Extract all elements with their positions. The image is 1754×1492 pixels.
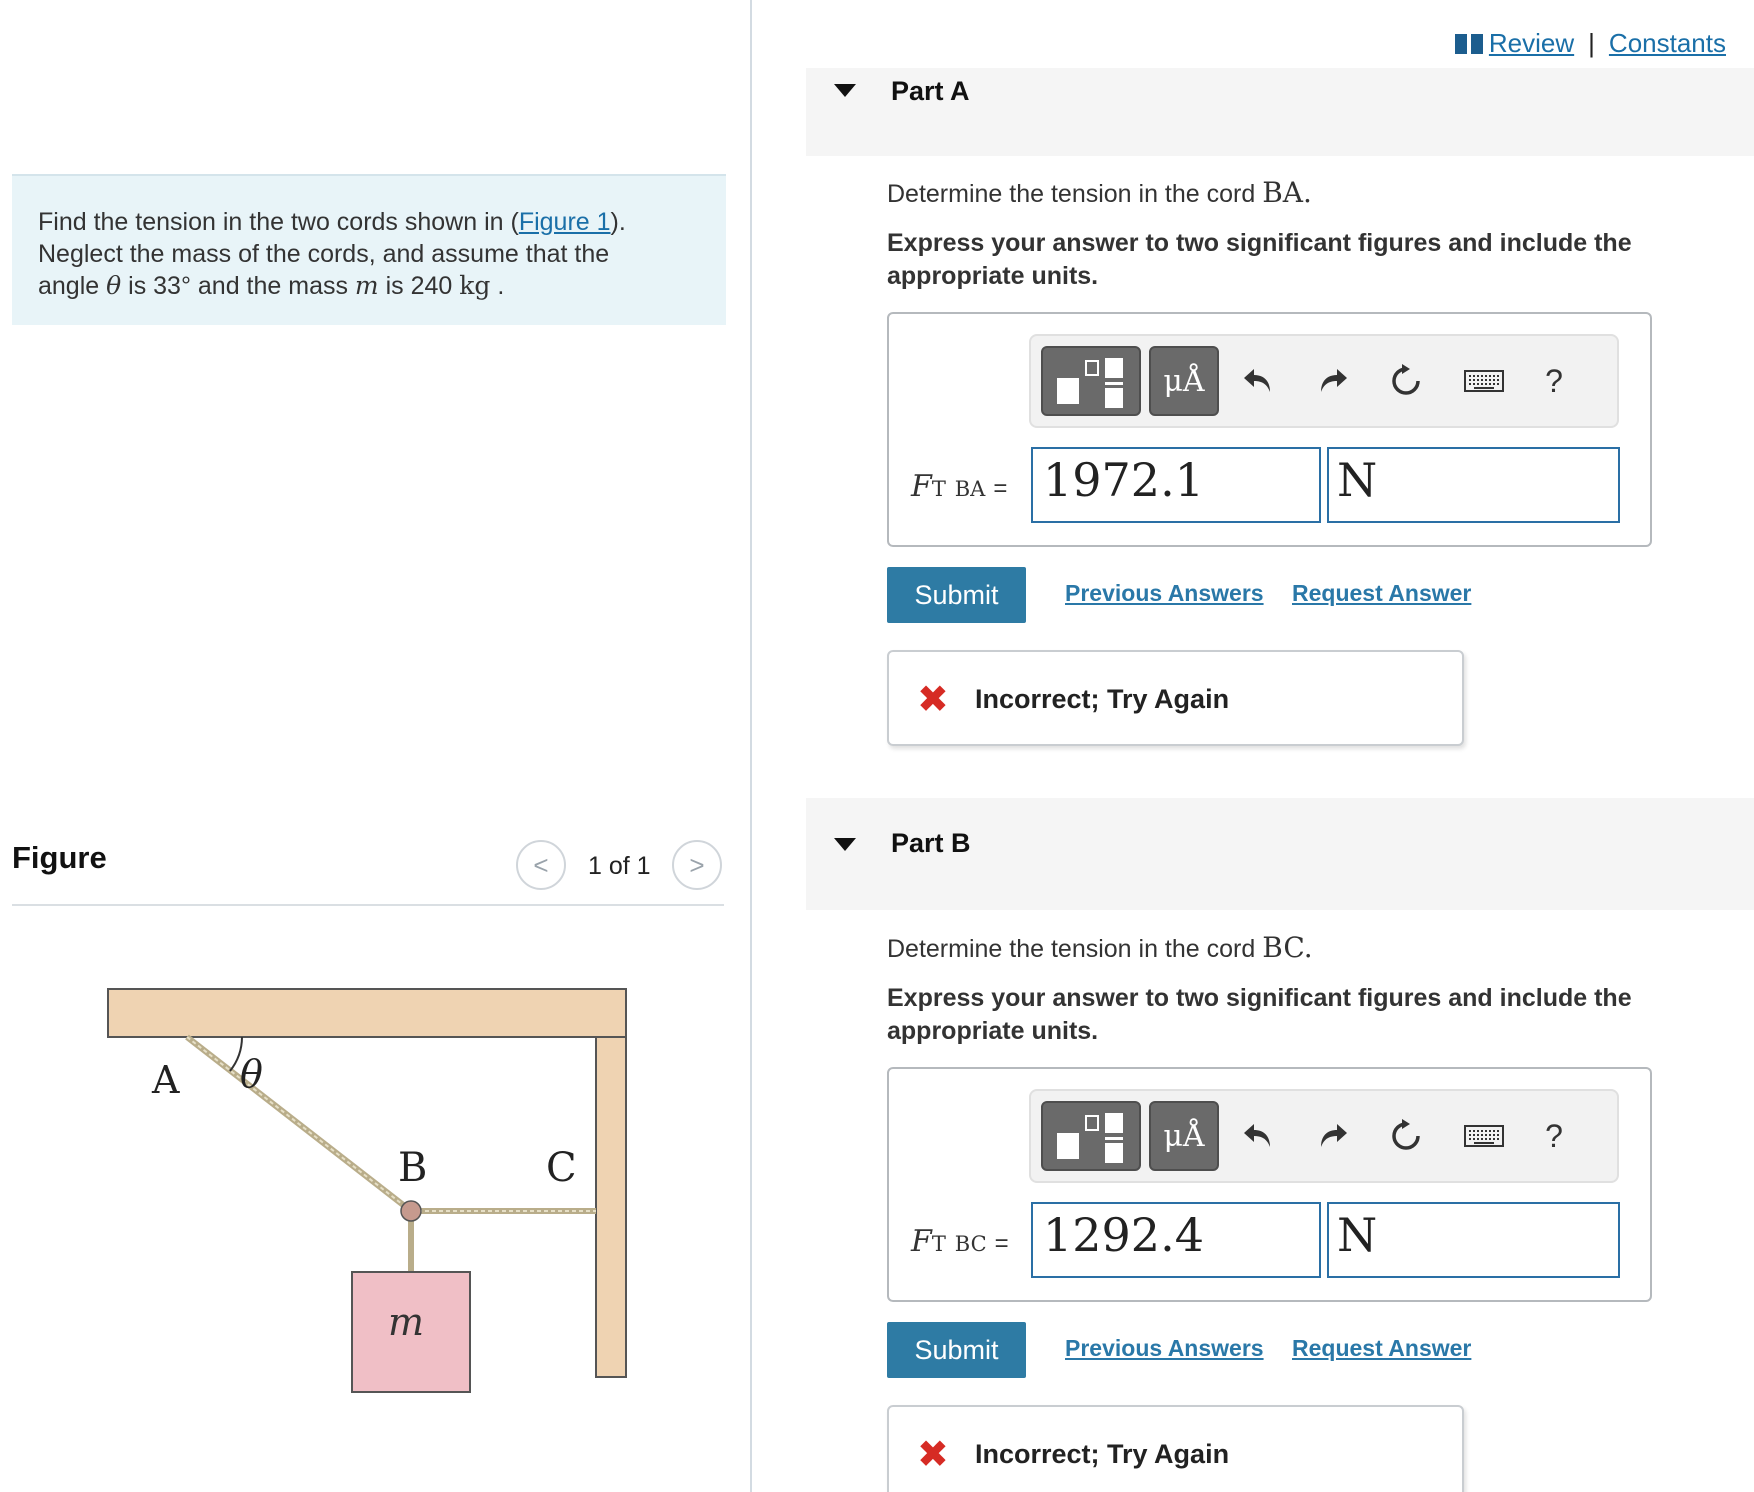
chevron-right-icon: > [689,849,705,880]
redo-icon [1315,366,1349,396]
review-link[interactable]: Review [1488,28,1575,58]
part-b-unit-input[interactable]: N [1327,1202,1620,1278]
label-subscript: T [931,477,946,501]
part-a-unit-input[interactable]: N [1327,447,1620,523]
undo-icon [1242,1121,1276,1151]
label-a: A [152,1058,180,1102]
question-text: . [1303,931,1313,964]
undo-button[interactable] [1236,358,1282,404]
part-a-question [887,176,1312,209]
label-subscript: BC [954,1232,987,1256]
templates-button[interactable] [1041,346,1141,416]
part-a-feedback [887,650,1464,746]
part-b-request-answer-link[interactable]: Request Answer [1292,1335,1472,1361]
label-c: C [546,1145,577,1191]
wall-post [596,1037,626,1377]
keyboard-button[interactable] [1461,358,1507,404]
templates-button[interactable] [1041,1101,1141,1171]
figure-prev-button[interactable] [516,840,566,890]
ceiling-beam [108,989,626,1037]
part-b-submit-button[interactable]: Submit [887,1322,1026,1378]
units-button[interactable]: μÅ [1149,1101,1219,1171]
force-symbol: F [911,469,932,504]
part-a-value-input[interactable]: 1972.1 [1031,447,1321,523]
part-b-previous-answers-link[interactable]: Previous Answers [1065,1335,1264,1361]
part-a-request-answer-link[interactable]: Request Answer [1292,580,1472,606]
math-toolbar [1029,334,1619,428]
problem-text: . [490,272,505,300]
cord-symbol: BA [1262,176,1304,209]
undo-icon [1242,366,1276,396]
problem-text: Neglect the mass of the cords, and assume that the [38,240,610,268]
theta-symbol: θ [106,271,122,300]
problem-statement [12,174,726,325]
help-button[interactable]: ? [1545,362,1563,399]
kg-unit: kg [459,271,491,300]
problem-text: angle [38,272,107,300]
figure-counter: 1 of 1 [588,852,651,880]
top-links [1455,28,1726,59]
part-a-previous-answers-link[interactable]: Previous Answers [1065,580,1264,606]
book-icon [1455,34,1483,54]
equals-sign: = [994,1230,1009,1257]
part-b-label [911,1224,1009,1259]
help-button[interactable]: ? [1545,1117,1563,1154]
cord-symbol: BC [1262,931,1304,964]
label-b: B [398,1145,428,1191]
column-divider [750,0,752,1492]
feedback-message: Incorrect; Try Again [975,684,1230,714]
constants-link[interactable]: Constants [1608,28,1726,58]
collapse-triangle-icon [834,838,856,851]
part-b-question [887,931,1313,964]
label-theta: θ [240,1052,263,1096]
figure-link[interactable]: Figure 1 [518,208,611,236]
reset-button[interactable] [1383,1113,1429,1159]
part-b-header[interactable] [806,798,1754,910]
part-a-instruction: Express your answer to two significant figures and include the appropriate units. [887,229,1632,290]
part-a-title: Part A [891,76,970,106]
keyboard-button[interactable] [1461,1113,1507,1159]
redo-icon [1315,1121,1349,1151]
error-x-icon: ✖ [917,679,949,721]
part-a-answer-box [887,312,1652,547]
problem-text: is 33° and the mass [121,272,355,300]
knot-b [401,1201,421,1221]
part-a-header[interactable] [806,68,1754,156]
label-m: m [388,1300,425,1344]
part-b-feedback [887,1405,1464,1492]
collapse-triangle-icon [834,84,856,97]
problem-text: is 240 [378,272,460,300]
link-separator: | [1588,28,1595,58]
problem-text: Find the tension in the two cords shown in ( [38,208,519,236]
redo-button[interactable] [1309,358,1355,404]
figure-diagram [90,975,650,1395]
question-text: Determine the tension in the cord [887,180,1263,208]
keyboard-icon [1464,368,1504,394]
redo-button[interactable] [1309,1113,1355,1159]
part-b-answer-box [887,1067,1652,1302]
reset-icon [1388,363,1424,399]
figure-rule [12,904,724,906]
chevron-left-icon: < [533,849,549,880]
error-x-icon: ✖ [917,1434,949,1476]
question-text: Determine the tension in the cord [887,935,1263,963]
mass-symbol: m [354,271,379,300]
part-a-submit-button[interactable]: Submit [887,567,1026,623]
equals-sign: = [993,475,1008,502]
units-button[interactable]: μÅ [1149,346,1219,416]
math-toolbar [1029,1089,1619,1183]
label-subscript: BA [954,477,986,501]
figure-title: Figure [12,840,107,875]
part-a-label [911,469,1007,504]
problem-text: ). [610,208,626,236]
force-symbol: F [911,1224,932,1259]
figure-next-button[interactable] [672,840,722,890]
part-b-title: Part B [891,828,971,858]
part-b-instruction: Express your answer to two significant figures and include the appropriate units. [887,984,1632,1045]
label-subscript: T [931,1232,946,1256]
part-b-value-input[interactable]: 1292.4 [1031,1202,1321,1278]
feedback-message: Incorrect; Try Again [975,1439,1230,1469]
reset-icon [1388,1118,1424,1154]
reset-button[interactable] [1383,358,1429,404]
question-text: . [1303,176,1312,209]
undo-button[interactable] [1236,1113,1282,1159]
keyboard-icon [1464,1123,1504,1149]
